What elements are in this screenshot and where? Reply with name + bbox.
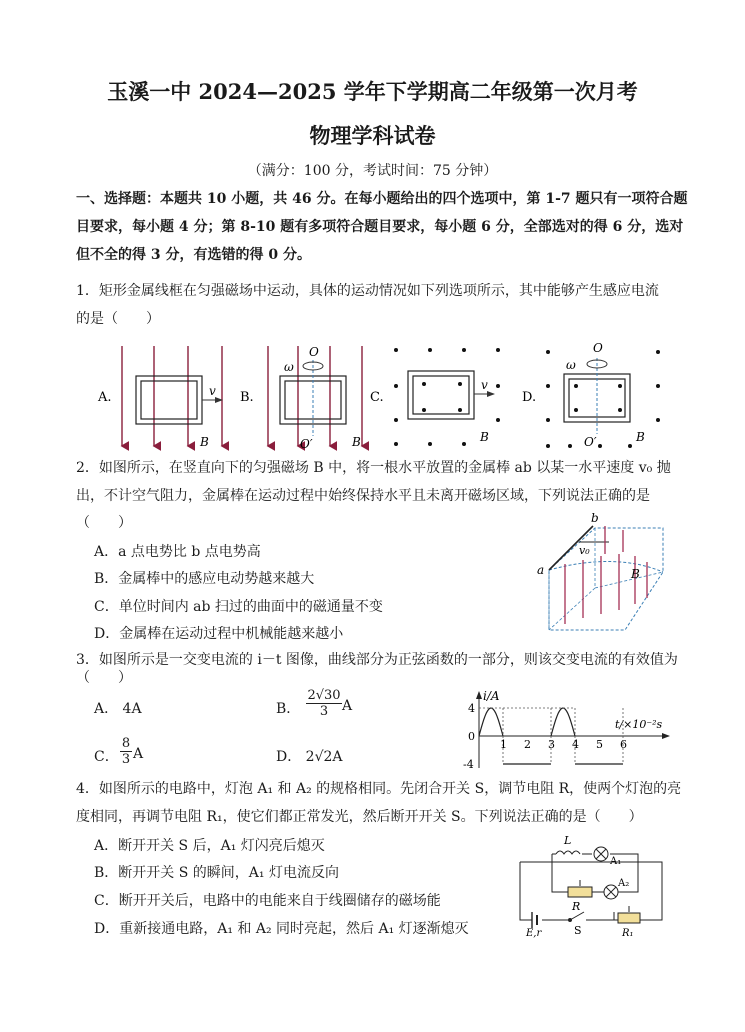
q4-L: L [564, 834, 572, 847]
q1-stem-1: 1．矩形金属线框在匀强磁场中运动，具体的运动情况如下列选项所示，其中能够产生感应电流 [76, 283, 659, 299]
q1-b-O: O [309, 345, 319, 359]
q1-b-Op: O′ [300, 437, 313, 451]
q3-option-b-num: 2√30 [307, 688, 341, 703]
q3-stem-2: （ ） [76, 670, 132, 686]
q1-figure-c [370, 348, 500, 446]
section-instructions-2: 目要求，每小题 4 分；第 8-10 题有多项符合题目要求，每小题 6 分，全部选对的得 6 分，选对 [76, 219, 684, 235]
q3-option-b-fraction [306, 688, 342, 719]
q3-xlabel: t/×10⁻²s [615, 718, 663, 731]
q3-option-c-num: 8 [121, 736, 131, 751]
q1-b-omega: ω [284, 360, 294, 374]
q1-figure-d [522, 341, 660, 449]
q3-curve-segment-2 [551, 708, 575, 736]
q3-ylabel: i/A [483, 689, 500, 703]
section-instructions-1: 一、选择题：本题共 10 小题，共 46 分。在每小题给出的四个选项中，第 1-7 题只有一项符合题 [76, 191, 688, 207]
q1-d-Op: O′ [584, 435, 597, 449]
q1-figure-a [97, 346, 222, 449]
q2-fig-a: a [537, 563, 545, 577]
q3-option-d: D． 2√2A [276, 749, 343, 765]
q3-option-c-den: 3 [121, 752, 131, 767]
q4-Er: E,r [526, 928, 542, 938]
q4-option-c: C．断开开关后，电路中的电能来自于线圈储存的磁场能 [94, 893, 441, 909]
q2-fig-b: b [591, 512, 599, 525]
q2-fig-B: B [631, 567, 640, 581]
q1-label-c: C. [370, 390, 384, 405]
q4-R: R [572, 900, 581, 913]
q1-stem-2: 的是（ ） [76, 311, 160, 327]
q2-option-b: B．金属棒中的感应电动势越来越大 [94, 571, 315, 587]
q3-option-c-fraction [120, 736, 132, 767]
q1-label-b: B. [240, 390, 254, 405]
q3-xtick-4: 4 [572, 738, 579, 751]
q2-figure [535, 512, 685, 648]
q2-fig-v0: v₀ [579, 544, 590, 557]
q1-a-B: B [200, 435, 209, 449]
exam-info: （满分：100 分，考试时间：75 分钟） [247, 163, 498, 179]
q1-d-O: O [593, 341, 603, 355]
q1-c-v: v [481, 378, 488, 392]
q4-option-d: D．重新接通电路，A₁ 和 A₂ 同时亮起，然后 A₁ 灯逐渐熄灭 [94, 921, 469, 937]
q4-option-a: A．断开开关 S 后，A₁ 灯闪亮后熄灭 [94, 838, 325, 854]
q1-b-B: B [352, 435, 361, 449]
q2-stem-2: 出，不计空气阻力，金属棒在运动过程中始终保持水平且未离开磁场区域，下列说法正确的是 [76, 488, 650, 504]
q2-stem-1: 2．如图所示，在竖直向下的匀强磁场 B 中，将一根水平放置的金属棒 ab 以某一水平速度 v₀ 抛 [76, 460, 671, 476]
q2-option-c: C．单位时间内 ab 扫过的曲面中的磁通量不变 [94, 599, 383, 615]
q3-xtick-5: 5 [596, 738, 603, 751]
q3-xtick-6: 6 [620, 738, 627, 751]
q3-ytick-1: 0 [468, 730, 475, 743]
section-instructions-3: 但不全的得 3 分，有选错的得 0 分。 [76, 247, 311, 263]
q4-option-b: B．断开开关 S 的瞬间，A₁ 灯电流反向 [94, 865, 339, 881]
q4-stem-1: 4．如图所示的电路中，灯泡 A₁ 和 A₂ 的规格相同。先闭合开关 S，调节电阻 R，使两个灯泡的亮 [76, 781, 682, 797]
q3-xtick-1: 1 [500, 738, 507, 751]
q1-d-B: B [636, 430, 645, 444]
q1-a-v: v [209, 384, 216, 398]
q2-stem-3: （ ） [76, 515, 132, 531]
q1-d-omega: ω [566, 358, 576, 372]
q3-option-a: A． 4A [94, 701, 142, 717]
q3-stem-1: 3．如图所示是一交变电流的 i－t 图像，曲线部分为正弦函数的一部分，则该交变电流的有效值为 [76, 652, 678, 668]
q3-option-b-den: 3 [319, 704, 329, 719]
q3-option-b-unit: A [342, 698, 353, 714]
q3-option-b-label: B． [276, 701, 301, 717]
q1-figures [90, 338, 680, 453]
q2-option-d: D．金属棒在运动过程中机械能越来越小 [94, 626, 344, 642]
q1-label-d: D. [522, 390, 537, 405]
q3-curve-segment-0 [479, 708, 503, 736]
q1-c-B: B [480, 430, 489, 444]
q1-figure-b [240, 345, 362, 451]
q2-option-a: A．a 点电势比 b 点电势高 [94, 544, 261, 560]
q4-R1: R₁ [622, 928, 634, 938]
q3-xtick-2: 2 [524, 738, 531, 751]
q4-A2: A₂ [618, 878, 630, 889]
q4-S: S [574, 924, 582, 937]
q1-label-a: A. [98, 390, 112, 405]
exam-subtitle: 物理学科试卷 [309, 123, 436, 148]
q4-A1: A₁ [610, 856, 622, 867]
q3-option-c-unit: A [133, 746, 144, 762]
q3-xtick-3: 3 [548, 738, 555, 751]
q3-graph [455, 686, 680, 772]
q3-ytick-0: 4 [468, 702, 475, 715]
q3-option-c-label: C． [94, 749, 119, 765]
q4-circuit [512, 832, 682, 938]
q4-stem-2: 度相同，再调节电阻 R₁，使它们都正常发光，然后断开开关 S。下列说法正确的是（ ） [76, 809, 643, 825]
q3-ytick-2: -4 [463, 758, 474, 771]
q3-option-b [276, 698, 300, 718]
exam-title: 玉溪一中 2024—2025 学年下学期高二年级第一次月考 [107, 79, 638, 104]
